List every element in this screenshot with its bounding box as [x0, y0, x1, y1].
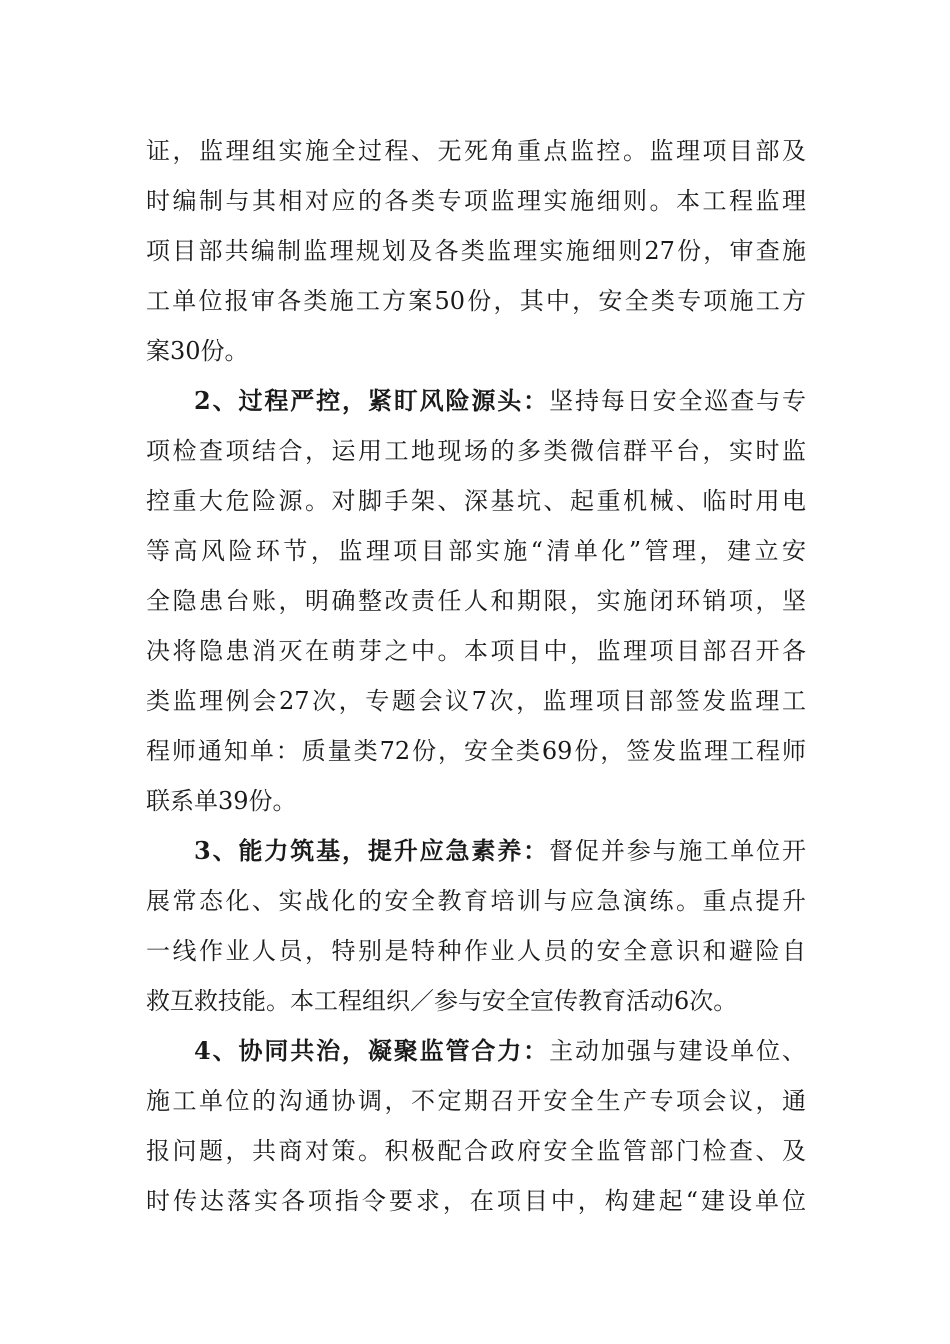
text-line: 时编制与其相对应的各类专项监理实施细则。本工程监理 [146, 187, 806, 215]
paragraph-4 [146, 1026, 806, 1226]
document-body [146, 126, 806, 1226]
text-line: 类监理例会27次，专题会议7次，监理项目部签发监理工 [146, 687, 806, 715]
section-heading: 2、过程严控，紧盯风险源头： [194, 386, 550, 415]
line-text: 坚持每日安全巡查与专 [549, 387, 807, 415]
text-line: 施工单位的沟通协调，不定期召开安全生产专项会议，通 [146, 1087, 806, 1115]
text-line [146, 376, 806, 426]
text-line: 展常态化、实战化的安全教育培训与应急演练。重点提升 [146, 887, 806, 915]
text-line: 项目部共编制监理规划及各类监理实施细则27份，审查施 [146, 237, 806, 265]
text-line: 控重大危险源。对脚手架、深基坑、起重机械、临时用电 [146, 487, 806, 515]
text-line: 救互救技能。本工程组织／参与安全宣传教育活动6次。 [146, 987, 738, 1015]
text-line: 一线作业人员，特别是特种作业人员的安全意识和避险自 [146, 937, 806, 965]
paragraph-1 [146, 126, 806, 376]
text-line: 证，监理组实施全过程、无死角重点监控。监理项目部及 [146, 137, 806, 165]
text-line: 全隐患台账，明确整改责任人和期限，实施闭环销项，坚 [146, 587, 806, 615]
text-line [146, 826, 806, 876]
text-line: 项检查项结合，运用工地现场的多类微信群平台，实时监 [146, 437, 806, 465]
text-line: 等高风险环节，监理项目部实施“清单化”管理，建立安 [146, 537, 806, 565]
section-heading: 3、能力筑基，提升应急素养： [194, 836, 550, 865]
paragraph-3 [146, 826, 806, 1026]
text-line: 联系单39份。 [146, 787, 297, 815]
text-line: 报问题，共商对策。积极配合政府安全监管部门检查、及 [146, 1137, 806, 1165]
text-line: 时传达落实各项指令要求，在项目中，构建起“建设单位 [146, 1187, 806, 1215]
text-line: 决将隐患消灭在萌芽之中。本项目中，监理项目部召开各 [146, 637, 806, 665]
text-line: 程师通知单：质量类72份，安全类69份，签发监理工程师 [146, 737, 806, 765]
text-line: 工单位报审各类施工方案50份，其中，安全类专项施工方 [146, 287, 806, 315]
paragraph-2 [146, 376, 806, 826]
line-text: 主动加强与建设单位、 [549, 1037, 807, 1065]
line-text: 督促并参与施工单位开 [549, 837, 807, 865]
section-heading: 4、协同共治，凝聚监管合力： [194, 1036, 550, 1065]
text-line [146, 1026, 806, 1076]
text-line: 案30份。 [146, 337, 249, 365]
